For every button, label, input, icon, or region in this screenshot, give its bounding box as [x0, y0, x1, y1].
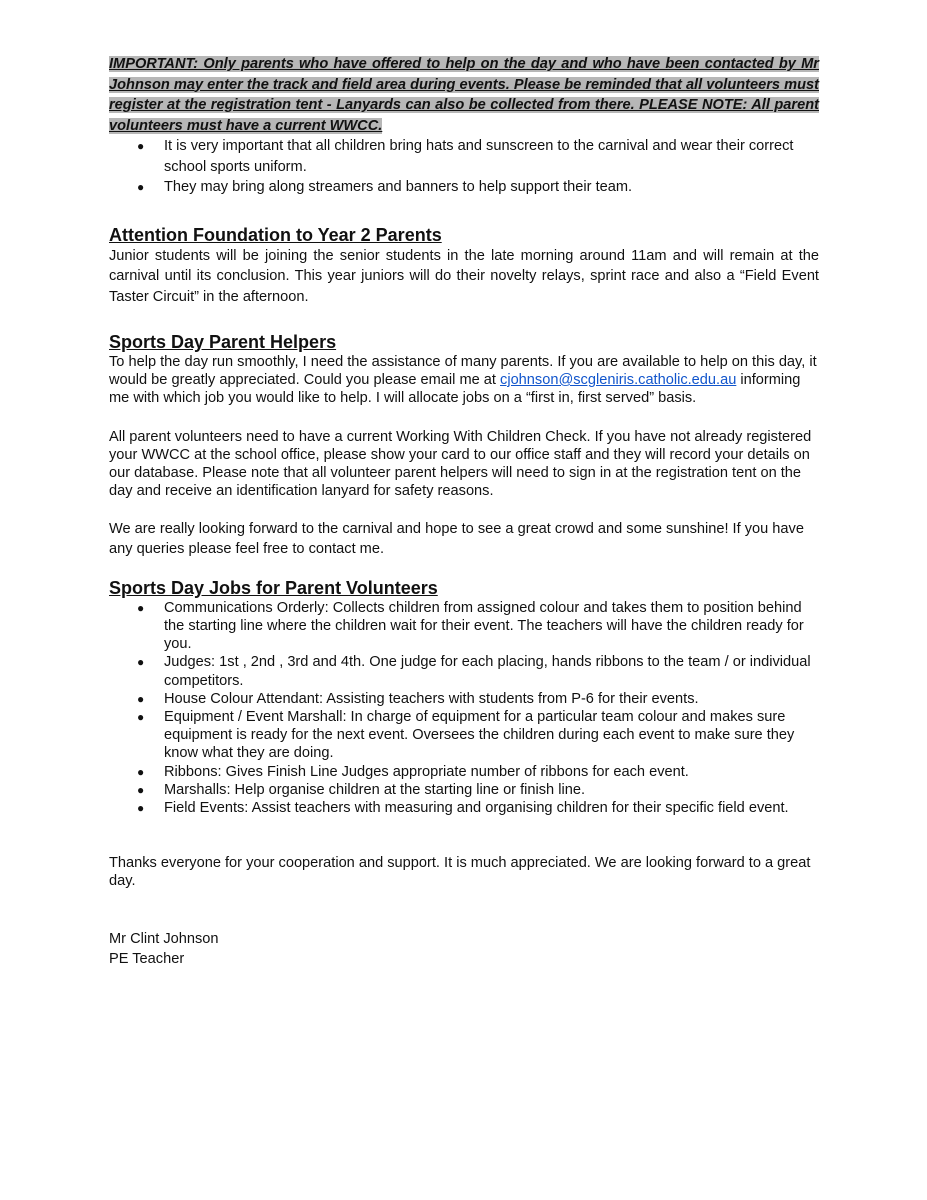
important-notice-text: IMPORTANT: Only parents who have offered to help on the day and who have been contacted by Mr Johnson may enter the track and field area during events. Please be reminded that all volunteers must register at the registration tent - Lanyards can also be collected from there. PLEASE NOTE: All parent volunteers must have a current WWCC. [109, 56, 819, 134]
important-notice [109, 54, 819, 136]
list-item-text: House Colour Attendant: Assisting teachers with students from P-6 for their events. [164, 690, 699, 707]
list-item-text: Equipment / Event Marshall: In charge of equipment for a particular team colour and makes sure equipment is ready for the next event. Oversees the children during each event to make sure they know what they are doing. [164, 708, 795, 762]
bullet-icon: ● [137, 180, 145, 194]
signature-name: Mr Clint Johnson [109, 930, 219, 947]
bullet-icon: ● [137, 764, 145, 779]
junior-section-body: Junior students will be joining the senior students in the late morning around 11am and will remain at the carnival until its conclusion. This year juniors will do their novelty relays, sprint race and also a “Field Event Taster Circuit” in the afternoon. [109, 247, 819, 305]
helpers-paragraph-2: All parent volunteers need to have a current Working With Children Check. If you have not already registered your WWCC at the school office, please show your card to our office staff and they will record your details on our database. Please note that all volunteer parent helpers will need to sign in at the registration tent on the day and receive an identification lanyard for safety reasons. [109, 428, 812, 500]
bullet-icon: ● [137, 655, 145, 670]
list-item-text: Communications Orderly: Collects children from assigned colour and takes them to position behind the starting line where the children wait for their event. The teachers will have the children ready for you. [164, 599, 804, 653]
list-item-text: Field Events: Assist teachers with measuring and organising children for their specific field event. [164, 799, 789, 816]
bullet-icon: ● [137, 709, 145, 724]
jobs-section-heading: Sports Day Jobs for Parent Volunteers [109, 577, 438, 598]
helpers-paragraph-3: We are really looking forward to the carnival and hope to see a great crowd and some sunshine! If you have any queries please feel free to contact me. [109, 520, 804, 557]
list-item-text: They may bring along streamers and banners to help support their team. [164, 179, 633, 195]
list-item [109, 177, 819, 198]
list-item-text: Judges: 1st , 2nd , 3rd and 4th. One judge for each placing, hands ribbons to the team / or individual competitors. [164, 654, 811, 689]
bullet-icon: ● [137, 800, 145, 815]
bullet-icon: ● [137, 691, 145, 706]
list-item [109, 781, 819, 799]
bullet-icon: ● [137, 139, 145, 153]
list-item [109, 708, 819, 763]
list-item [109, 653, 819, 689]
document-page [109, 54, 819, 970]
bullet-icon: ● [137, 782, 145, 797]
helpers-section-heading: Sports Day Parent Helpers [109, 331, 337, 352]
list-item [109, 136, 819, 177]
reminder-list [109, 136, 819, 198]
list-item-text: Marshalls: Help organise children at the starting line or finish line. [164, 781, 585, 798]
list-item-text: Ribbons: Gives Finish Line Judges appropriate number of ribbons for each event. [164, 763, 689, 780]
signature-title: PE Teacher [109, 951, 185, 968]
helpers-paragraph-1-start: To help the day run smoothly, I need the assistance of many parents. If you are available to help on this day, it would be greatly appreciated. Could you please email me at [109, 353, 817, 388]
email-link[interactable]: cjohnson@scgleniris.catholic.edu.au [500, 371, 737, 388]
jobs-list [109, 599, 819, 817]
bullet-icon: ● [137, 600, 145, 615]
list-item [109, 799, 819, 817]
closing-paragraph: Thanks everyone for your cooperation and support. It is much appreciated. We are looking forward to a great day. [109, 855, 811, 890]
helpers-paragraph-1 [109, 353, 819, 408]
helpers-paragraph-1-end: informing me with which job you would like to help. I will allocate jobs on a “first in, first served” basis. [109, 371, 801, 407]
list-item [109, 690, 819, 708]
list-item [109, 763, 819, 781]
list-item [109, 599, 819, 654]
junior-section-heading: Attention Foundation to Year 2 Parents [109, 224, 442, 245]
list-item-text: It is very important that all children bring hats and sunscreen to the carnival and wear their correct school sports uniform. [164, 138, 794, 175]
